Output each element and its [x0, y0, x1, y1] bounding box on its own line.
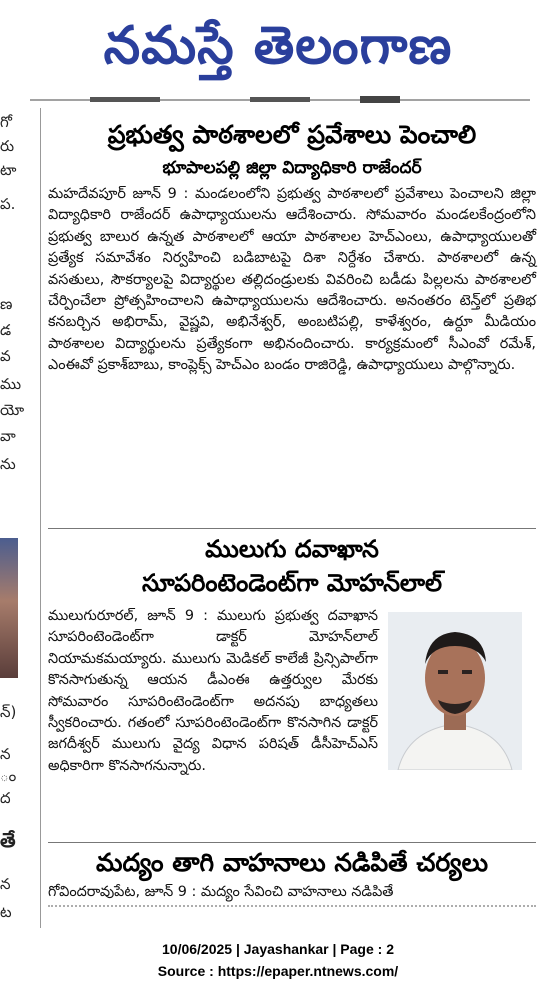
article-headline: మద్యం తాగి వాహనాలు నడిపితే చర్యలు — [96, 848, 488, 877]
portrait-photo — [388, 612, 522, 770]
article-subhead: భూపాలపల్లి జిల్లా విద్యాధికారి రాజేందర్ — [162, 158, 422, 178]
left-fragment: ణ — [0, 295, 13, 313]
article-drunk-driving — [48, 846, 536, 917]
column-divider — [40, 108, 41, 928]
article-admissions — [48, 118, 536, 377]
left-fragment: ను — [0, 455, 16, 473]
left-fragment: ం — [0, 767, 17, 785]
left-fragment: న్) — [0, 703, 17, 721]
masthead-rule — [30, 96, 530, 104]
left-fragment: న — [0, 745, 11, 763]
article-body: గోవిందరావుపేట, జూన్ 9 : మద్యం సేవించి వాహనాలు నడిపితే — [48, 884, 394, 900]
left-fragment: యో — [0, 401, 25, 419]
article-body: మహదేవపూర్ జూన్ 9 : మండలంలోని ప్రభుత్వ పాఠశాలలో ప్రవేశాలు పెంచాలని జిల్లా విద్యాధికారి రాజేందర్ ఉపాధ్యాయులను ఆదేశించారు. సోమవారం మండలకేంద్రంలోని ప్రభుత్వ బాలుర ఉన్నత పాఠశాలలో ఆయా పాఠశాలల హెచ్‌ఎంలు, ఉపాధ్యాయులతో ప్రత్యేక సమావేశం నిర్వహించి బడిబాటపై దిశా నిర్దేశం చేశారు. పాఠశాలలో ఉన్న వసతులు, సౌకర్యాలపై విద్యార్థుల తల్లిదండ్రులకు వివరించి బడీడు పిల్లలను పాఠశాలలో చేర్పించేలా ప్రోత్సహించాలని ఉపాధ్యాయులను ఆదేశించారు. అనంతరం టెన్త్‌లో ప్రతిభ కనబర్చిన అభిరామ్, వైష్ణవి, అభినేశ్వర్, అంబటిపల్లి, కాళేశ్వరం, ఉర్దూ మీడియం పాఠశాలల విద్యార్థులను ప్రత్యేకంగా అభినందించారు. కార్యక్రమంలో సీఎంవో రమేశ్, ఎంఈవో ప్రకాశ్‌బాబు, కాంప్లెక్స్ హెచ్‌ఎం బండం రాజిరెడ్డి, ఉపాధ్యాయులు పాల్గొన్నారు. — [48, 186, 536, 374]
page-footer — [0, 938, 556, 982]
left-fragment: టా — [0, 161, 17, 179]
left-fragment: ద — [0, 789, 11, 807]
left-fragment: తే — [0, 828, 16, 852]
left-fragment: ము — [0, 375, 22, 393]
masthead-title: నమస్తే తెలంగాణ — [103, 16, 453, 76]
article-headline-line1: ములుగు దవాఖాన — [205, 535, 379, 563]
left-cropped-photo — [0, 538, 18, 678]
left-fragment: వ — [0, 347, 11, 365]
article-separator — [48, 842, 536, 843]
left-fragment: డ — [0, 321, 12, 339]
footer-edition-info: 10/06/2025 | Jayashankar | Page : 2 — [162, 941, 394, 957]
left-column-cropped-text — [0, 105, 30, 925]
article-headline-line2: సూపరింటెండెంట్‌గా మోహన్‌లాల్ — [141, 569, 443, 597]
left-fragment: వా — [0, 427, 16, 445]
article-body: ములుగురూరల్, జూన్ 9 : ములుగు ప్రభుత్వ దవాఖాన సూపరింటెండెంట్‌గా డాక్టర్ మోహన్‌లాల్ నియామకమయ్యారు. ములుగు మెడికల్ కాలేజీ ప్రిన్సిపాల్‌గా కొనసాగుతున్న ఆయన డీఎంఈ ఉత్తర్వుల మేరకు సోమవారం సూపరింటెండెంట్‌గా అదనపు బాధ్యతలు స్వీకరించారు. గతంలో సూపరింటెండెంట్‌గా కొనసాగిన డాక్టర్ జగదీశ్వర్ ములుగు వైద్య విధాన పరిషత్ డీసీహెచ్‌ఎస్ అధికారిగా కొనసాగనున్నారు. — [48, 608, 378, 774]
article-separator — [48, 528, 536, 529]
article-headline: ప్రభుత్వ పాఠశాలలో ప్రవేశాలు పెంచాలి — [107, 120, 477, 149]
left-fragment: ప. — [0, 195, 16, 213]
left-fragment: రు — [0, 137, 15, 155]
left-fragment: ట — [0, 903, 12, 921]
cropped-text-line — [48, 905, 536, 917]
left-fragment: గో — [0, 113, 12, 131]
left-fragment: న — [0, 875, 11, 893]
footer-source-link[interactable]: Source : https://epaper.ntnews.com/ — [157, 963, 399, 979]
